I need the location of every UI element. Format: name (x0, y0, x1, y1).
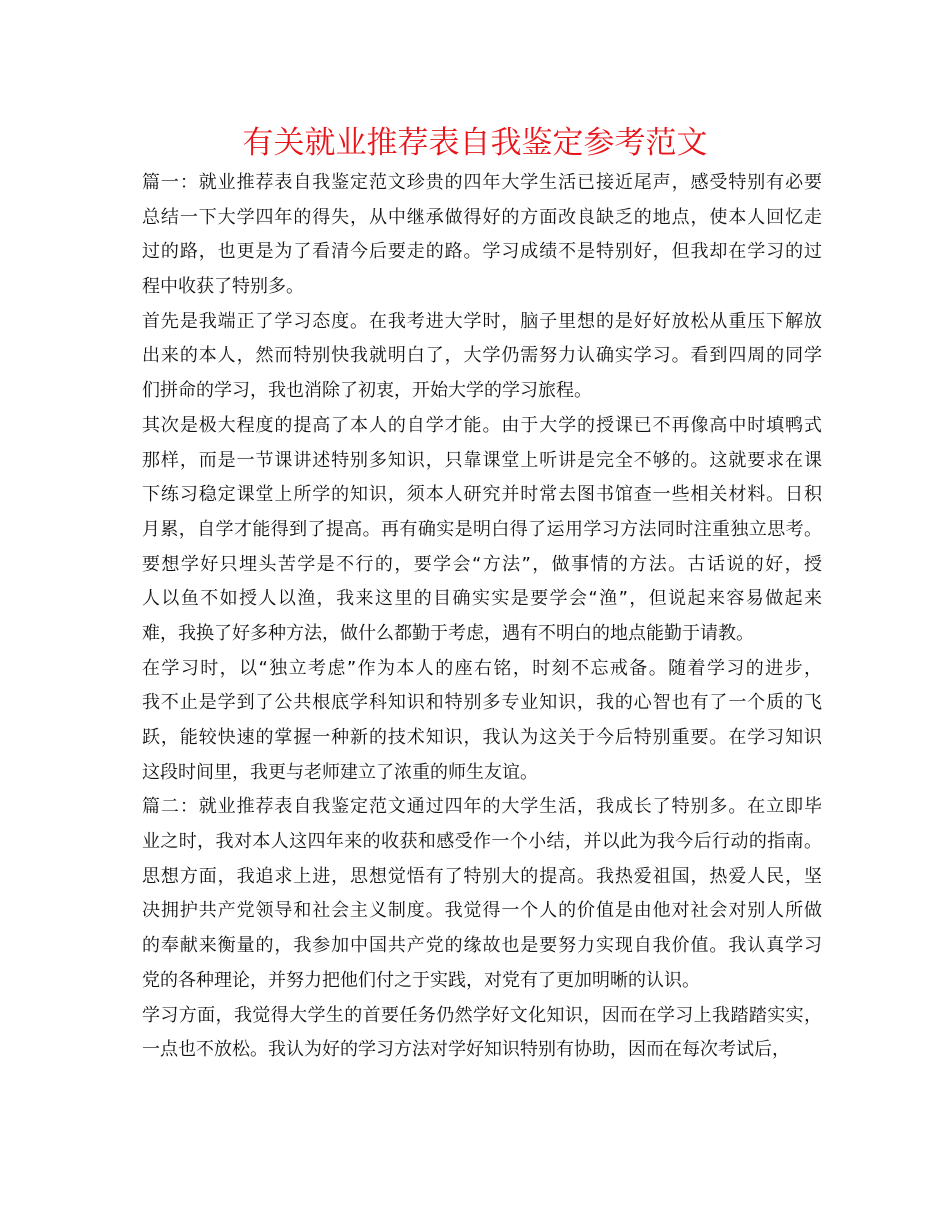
body-line: 在学习时，以“独立考虑”作为本人的座右铭，时刻不忘戒备。随着学习的进步， (142, 657, 822, 679)
body-line: 下练习稳定课堂上所学的知识，须本人研究并时常去图书馆查一些相关材料。日积 (142, 484, 822, 506)
body-line: 总结一下大学四年的得失，从中继承做得好的方面改良缺乏的地点，使本人回忆走 (142, 206, 822, 228)
body-line: 要想学好只埋头苦学是不行的，要学会“方法”，做事情的方法。古话说的好，授 (142, 553, 822, 575)
body-line: 首先是我端正了学习态度。在我考进大学时，脑子里想的是好好放松从重压下解放 (142, 310, 822, 332)
body-line: 跃，能较快速的掌握一种新的技术知识，我认为这关于今后特别重要。在学习知识 (142, 727, 822, 748)
body-line: 我不止是学到了公共根底学科知识和特别多专业知识，我的心智也有了一个质的飞 (142, 692, 822, 714)
body-line: 的奉献来衡量的，我参加中国共产党的缘故也是要努力实现自我价值。我认真学习 (142, 935, 822, 957)
body-line: 难，我换了好多种方法，做什么都勤于考虑，遇有不明白的地点能勤于请教。 (142, 622, 754, 644)
body-line: 篇二：就业推荐表自我鉴定范文通过四年的大学生活，我成长了特别多。在立即毕 (142, 796, 822, 818)
body-line: 月累，自学才能得到了提高。再有确实是明白得了运用学习方法同时注重独立思考。 (142, 518, 822, 540)
body-line: 人以鱼不如授人以渔，我来这里的目确实实是要学会“渔”，但说起来容易做起来 (142, 588, 822, 610)
body-line: 其次是极大程度的提高了本人的自学才能。由于大学的授课已不再像高中时填鸭式 (142, 414, 822, 436)
document-body (142, 166, 822, 1068)
body-line: 过的路，也更是为了看清今后要走的路。学习成绩不是特别好，但我却在学习的过 (142, 241, 822, 263)
body-line: 出来的本人，然而特别快我就明白了，大学仍需努力认确实学习。看到四周的同学 (142, 345, 822, 367)
body-line: 思想方面，我追求上进，思想觉悟有了特别大的提高。我热爱祖国，热爱人民，坚 (142, 865, 822, 887)
body-line: 决拥护共产党领导和社会主义制度。我觉得一个人的价值是由他对社会对别人所做 (142, 900, 822, 922)
document-title: 有关就业推荐表自我鉴定参考范文 (242, 125, 708, 161)
body-line: 这段时间里，我更与老师建立了浓重的师生友谊。 (142, 761, 538, 783)
body-line: 一点也不放松。我认为好的学习方法对学好知识特别有协助，因而在每次考试后， (142, 1039, 790, 1061)
body-line: 党的各种理论，并努力把他们付之于实践，对党有了更加明晰的认识。 (142, 969, 700, 991)
body-line: 篇一：就业推荐表自我鉴定范文珍贵的四年大学生活已接近尾声，感受特别有必要 (142, 172, 822, 193)
body-line: 那样，而是一节课讲述特别多知识，只靠课堂上听讲是完全不够的。这就要求在课 (142, 449, 822, 471)
body-line: 程中收获了特别多。 (142, 276, 304, 298)
body-line: 们拼命的学习，我也消除了初衷，开始大学的学习旅程。 (142, 380, 592, 402)
body-line: 学习方面，我觉得大学生的首要任务仍然学好文化知识，因而在学习上我踏踏实实， (142, 1004, 822, 1026)
body-line: 业之时，我对本人这四年来的收获和感受作一个小结，并以此为我今后行动的指南。 (142, 831, 822, 853)
